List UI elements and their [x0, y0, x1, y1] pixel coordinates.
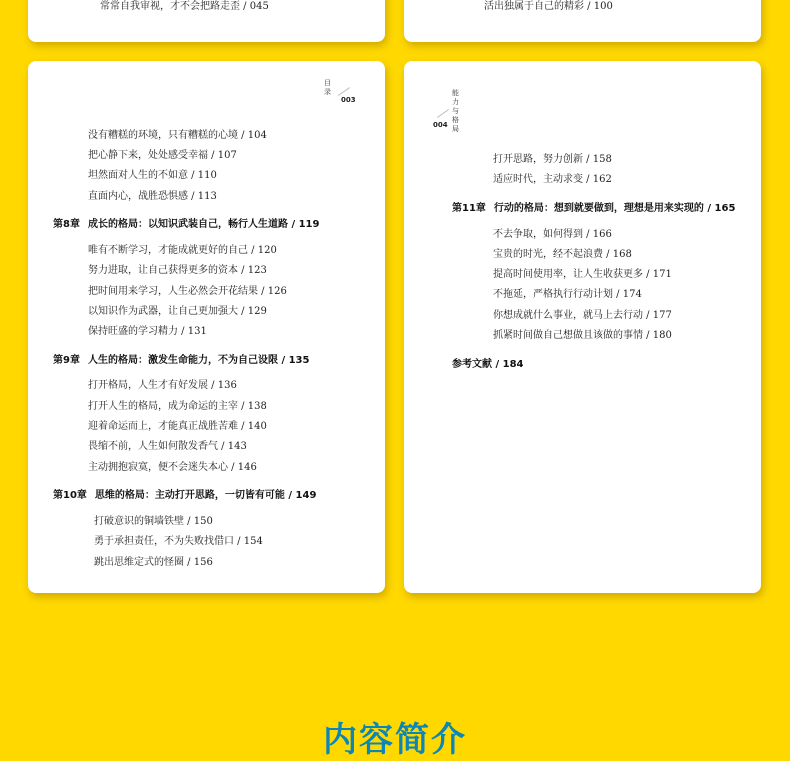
chapter-heading: [53, 489, 316, 503]
toc-entry: 主动拥抱寂寞，便不会迷失本心 / 146: [88, 462, 257, 473]
page-number: 003: [341, 96, 356, 104]
top-left-page-card: [28, 0, 385, 42]
toc-entry: 把心静下来，处处感受幸福 / 107: [88, 150, 237, 161]
toc-entry: 没有糟糕的环境，只有糟糕的心境 / 104: [88, 130, 267, 141]
toc-entry: 宝贵的时光，经不起浪费 / 168: [493, 249, 632, 260]
toc-entry: 把时间用来学习，人生必然会开花结果 / 126: [88, 286, 287, 297]
toc-entry: 适应时代，主动求变 / 162: [493, 174, 612, 185]
toc-page-right: [404, 61, 761, 593]
toc-entry: 保持旺盛的学习精力 / 131: [88, 326, 207, 337]
toc-entry: 你想成就什么事业，就马上去行动 / 177: [493, 310, 672, 321]
toc-entry: 提高时间使用率，让人生收获更多 / 171: [493, 269, 672, 280]
toc-page-left: [28, 61, 385, 593]
toc-entry: 抓紧时间做自己想做且该做的事情 / 180: [493, 330, 672, 341]
toc-entry: 以知识作为武器，让自己更加强大 / 129: [88, 306, 267, 317]
chapter-title: 行动的格局：想到就要做到，理想是用来实现的 / 165: [493, 203, 736, 214]
chapter-number: 第10章: [53, 490, 87, 501]
toc-entry: 跳出思维定式的怪圈 / 156: [94, 557, 213, 568]
running-header-vertical: 能力与格局: [452, 89, 459, 133]
chapter-heading: [53, 354, 309, 368]
toc-entry: 直面内心，战胜恐惧感 / 113: [88, 191, 217, 202]
toc-entry: 常常自我审视，才不会把路走歪 / 045: [100, 1, 269, 12]
toc-entry: 不去争取，如何得到 / 166: [493, 229, 612, 240]
chapter-number: 第8章: [53, 219, 80, 230]
toc-entry: 畏缩不前，人生如何散发香气 / 143: [88, 441, 247, 452]
toc-entry: 打开人生的格局，成为命运的主宰 / 138: [88, 401, 267, 412]
chapter-heading: [53, 218, 319, 232]
running-header-vertical: 目录: [324, 79, 331, 96]
toc-entry: 勇于承担责任，不为失败找借口 / 154: [94, 536, 263, 547]
chapter-number: 第9章: [53, 355, 80, 366]
chapter-title: 思维的格局：主动打开思路，一切皆有可能 / 149: [94, 490, 317, 501]
header-divider: [437, 109, 449, 118]
chapter-heading: [452, 202, 735, 216]
toc-entry: 努力进取，让自己获得更多的资本 / 123: [88, 265, 267, 276]
toc-entry: 不拖延，严格执行行动计划 / 174: [493, 289, 642, 300]
toc-entry: 坦然面对人生的不如意 / 110: [88, 170, 217, 181]
chapter-title: 成长的格局：以知识武装自己，畅行人生道路 / 119: [87, 219, 320, 230]
chapter-title: 人生的格局：激发生命能力，不为自己设限 / 135: [87, 355, 310, 366]
toc-entry: 迎着命运而上，才能真正战胜苦难 / 140: [88, 421, 267, 432]
chapter-number: 第11章: [452, 203, 486, 214]
header-divider: [338, 87, 350, 96]
toc-entry: 打破意识的铜墙铁壁 / 150: [94, 516, 213, 527]
page-number: 004: [433, 121, 448, 129]
toc-entry: 活出独属于自己的精彩 / 100: [484, 1, 613, 12]
references-entry: 参考文献 / 184: [452, 359, 524, 370]
toc-entry: 唯有不断学习，才能成就更好的自己 / 120: [88, 245, 277, 256]
toc-entry: 打开思路，努力创新 / 158: [493, 154, 612, 165]
section-heading: 内容简介: [323, 720, 467, 760]
top-right-page-card: [404, 0, 761, 42]
toc-entry: 打开格局，人生才有好发展 / 136: [88, 380, 237, 391]
